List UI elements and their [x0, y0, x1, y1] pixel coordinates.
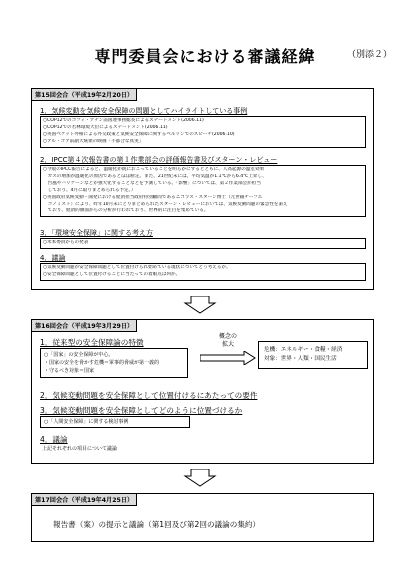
list-item: ○米本委員からの発表 — [43, 240, 89, 245]
m16-section1-heading: 1．従来型の安全保障論の特徴 — [40, 338, 144, 347]
meeting-17-tag: 第17回会合（平成19年4月25日） — [31, 493, 137, 506]
risk-line: 危機：エネルギー・食糧・経済 — [264, 347, 343, 353]
m15-section2-box — [40, 165, 366, 217]
m15-section3-box — [40, 238, 366, 249]
meeting-17-report: 報告書（案）の提示と議論（第1回及び第2回の議論の集約） — [53, 520, 261, 529]
list-item: ・守るべき対象＝国家 — [44, 368, 95, 374]
list-item: ○アル・ゴア前副大統領の映画「不都合な真実」 — [43, 138, 144, 144]
list-item: ○英国政府気候変動・開発における経済担当政府特別顧問であるニコラス・スターン博士（元世銀チーフエ — [43, 194, 263, 200]
list-item: ○気候変動問題が安全保障問題として位置付けられ始めている現状についてどう考えるか。 — [43, 265, 231, 270]
annex-label: （別添２） — [346, 50, 392, 60]
list-item: ○英国ベケット外相による外交政策と気候安全保障に関するベルリンでのスピーチ(2006.10) — [43, 131, 235, 137]
list-item: ○今般のIPCC報告によると、温暖化が既におこっていることを明らかにするとともに、人為起源の温室効果 — [43, 167, 265, 172]
meeting-15-tag: 第15回会合（平成19年2月20日） — [31, 88, 137, 101]
list-item: 台風やハリケーンなどが強大化することなどを予測している。「影響」については、第２作業部会が担当 — [43, 180, 261, 186]
down-arrow-icon — [183, 296, 217, 314]
list-item: ○「国家」の安全保障が中心。 — [44, 352, 114, 358]
document-title: 専門委員会における審議経緯 — [94, 47, 316, 66]
m16-section3-box — [40, 416, 190, 428]
m16-section1-box — [40, 348, 188, 378]
list-item: ○COP12での若林環境大臣によるステートメント(2006.11) — [43, 124, 168, 130]
concept-label-line2: 拡大 — [221, 341, 234, 348]
list-item: しており、4月に取りまとめられる予定。） — [43, 187, 136, 193]
meeting-16-tag: 第16回会合（平成19年3月29日） — [31, 319, 137, 332]
meeting-17-panel — [31, 493, 374, 542]
m16-section3-heading: 3．気候変動問題を安全保障としてどのように位置づけるか — [40, 406, 243, 415]
down-arrow-icon — [183, 469, 217, 487]
m15-section2-heading: 2．IPCC第４次報告書の第１作業部会の評価報告書及びスターン・レビュー — [40, 156, 278, 164]
m16-section4-heading: 4．議論 — [40, 435, 68, 444]
list-item: ており、経済的側面からの分析が行われており、世界的に注目を集めている。 — [43, 208, 209, 214]
list-item: ・国家の安全を脅かす危機＝軍事的脅威が第一義的 — [44, 360, 160, 366]
m15-section1-heading: 1．気候変動を気候安全保障の問題としてハイライトしている事例 — [40, 107, 248, 115]
concept-expansion-label — [208, 333, 248, 349]
m16-section4-text: 上記それぞれの項目について議論 — [42, 446, 117, 452]
list-item: ○「人間安全保障」に関する検討事例 — [44, 419, 129, 425]
list-item: コノミスト）により、昨年10月末にとりまとめられたスターン・レビューにおいては、気候変動問題の緊急性を訴え — [43, 201, 288, 207]
m15-section3-heading: 3．「環境安全保障」に関する考え方 — [40, 229, 153, 237]
expanded-security-box — [258, 341, 368, 369]
list-item: ○安全保障問題として位置付けることに当たっての着眼点は何か。 — [43, 271, 181, 277]
m15-section1-box — [40, 116, 366, 148]
meeting-15-panel — [31, 88, 374, 290]
m15-section4-box — [40, 263, 366, 281]
concept-label-line1: 概念の — [218, 333, 237, 340]
m16-section2-heading: 2．気候変動問題を安全保障として位置付けるにあたっての要件 — [40, 391, 258, 400]
right-arrow-icon — [200, 351, 256, 365]
m15-section4-heading: 4．議論 — [40, 254, 66, 262]
list-item: ○COP12でのコフィ・アナン前国連事務総長によるステートメント(2006.11) — [43, 118, 204, 123]
meeting-16-panel — [31, 319, 374, 464]
list-item: ガスの増加が温暖化の原因であるとほぼ断定。また、21世紀末には、平均気温が1.1℃から6.4℃上昇し、 — [43, 173, 267, 179]
target-line: 対象：世界・人類・国民生活 — [264, 356, 337, 362]
